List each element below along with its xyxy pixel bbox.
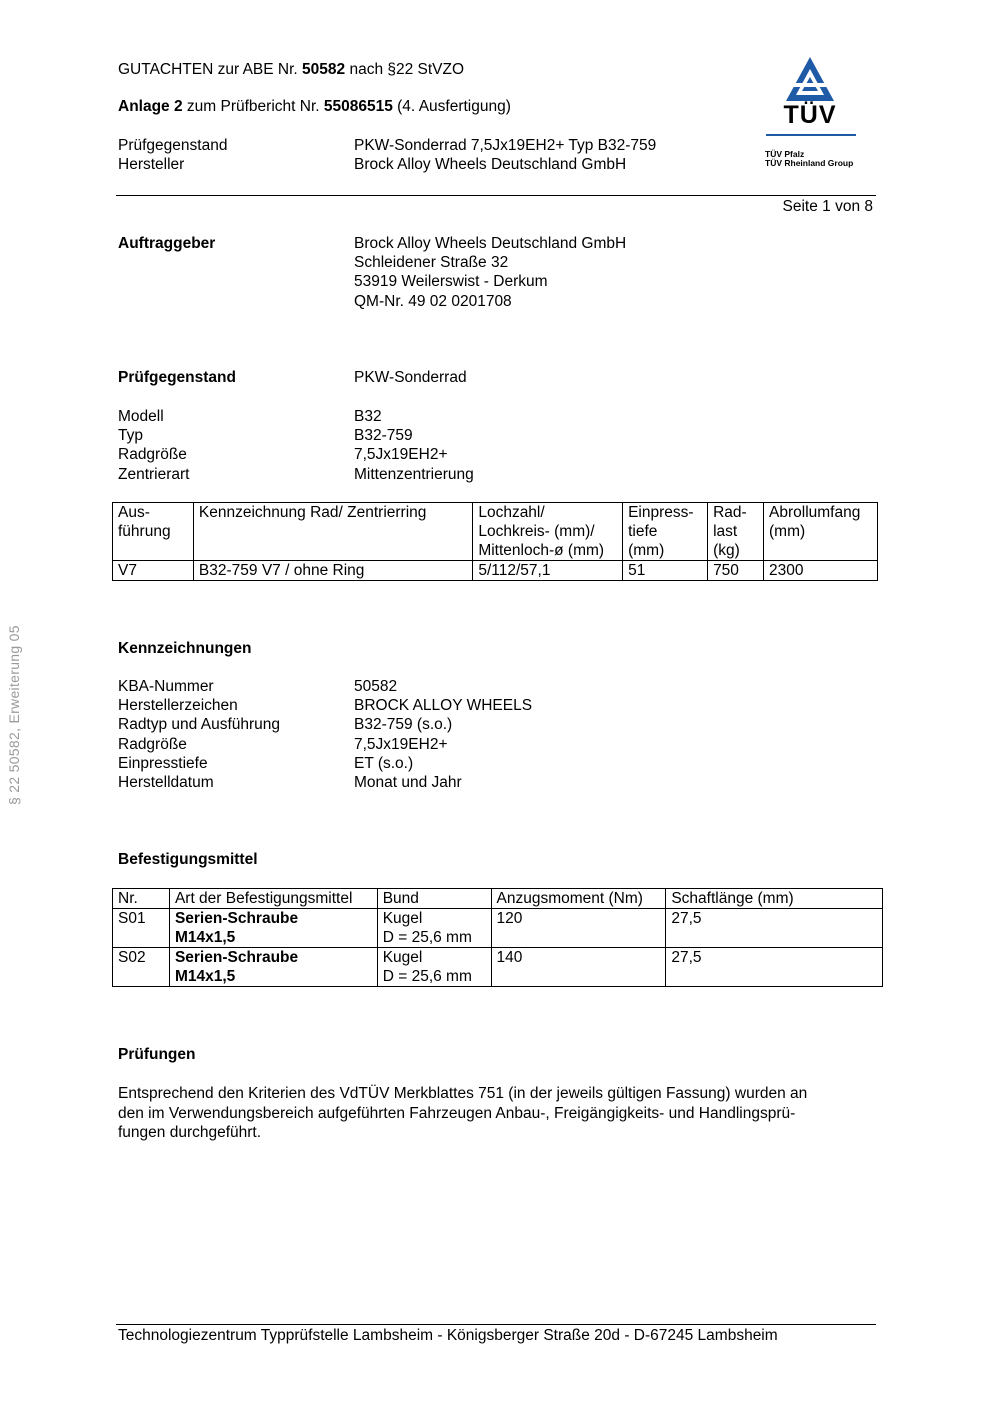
document-title: GUTACHTEN zur ABE Nr. 50582 nach §22 StVZO [118,61,465,78]
table-row: V7 B32-759 V7 / ohne Ring 5/112/57,1 51 750 2300 [113,561,878,581]
pruefgegenstand-value: PKW-Sonderrad [354,369,467,386]
pruefungen-title: Prüfungen [118,1046,196,1063]
report-number: 55086515 [323,98,393,115]
header-cell: Aus- führung [113,503,194,561]
befestigung-table [112,888,883,987]
logo-divider [766,134,856,136]
pruefgegenstand-label: Prüfgegenstand [118,369,236,386]
logo-sub1: TÜV Pfalz [765,149,805,159]
abe-number: 50582 [302,61,346,78]
table-row: S02 Serien-Schraube M14x1,5 Kugel D = 25,6 mm 140 27,5 [113,948,883,987]
header-cell: Rad- last (kg) [708,503,764,561]
document-subtitle: Anlage 2 zum Prüfbericht Nr. 55086515 (4. Ausfertigung) [118,98,511,115]
tuv-brand: TÜV [783,101,837,129]
befestigung-title: Befestigungsmittel [118,851,258,868]
auftraggeber-label: Auftraggeber [118,235,216,252]
header-rule [116,195,876,196]
page-info: Seite 1 von 8 [782,198,873,215]
header-cell: Abrollumfang (mm) [764,503,878,561]
table-header-row: Nr. Art der Befestigungsmittel Bund Anzugsmoment (Nm) Schaftlänge (mm) [113,889,883,909]
footer-rule [116,1324,876,1325]
footer-text: Technologiezentrum Typprüfstelle Lambsheim - Königsberger Straße 20d - D-67245 Lambsheim [118,1327,778,1344]
kennzeichnungen-title: Kennzeichnungen [118,640,252,657]
pruefungen-text: Entsprechend den Kriterien des VdTÜV Merkblattes 751 (in der jeweils gültigen Fassung) wurden an den im Verwendungsbereich aufgeführten Fahrzeugen Anbau-, Freigängigkeits- und Handlingsprü- fungen durchgeführt. [118,1085,808,1141]
tuv-logo [762,55,858,173]
table-header-row [113,503,878,561]
header-cell: Einpress- tiefe (mm) [623,503,708,561]
table-row: S01 Serien-Schraube M14x1,5 Kugel D = 25,6 mm 120 27,5 [113,909,883,948]
auftraggeber-address: Brock Alloy Wheels Deutschland GmbH Schleidener Straße 32 53919 Weilerswist - Derkum QM-Nr. 49 02 0201708 [354,235,627,310]
sidebar-text: § 22 50582, Erweiterung 05 [6,625,22,805]
header-cell: Kennzeichnung Rad/ Zentrierring [193,503,472,561]
header-cell: Lochzahl/ Lochkreis- (mm)/ Mittenloch-ø (mm) [473,503,623,561]
logo-sub2: TÜV Rheinland Group [765,158,854,168]
wheel-table [112,502,878,581]
